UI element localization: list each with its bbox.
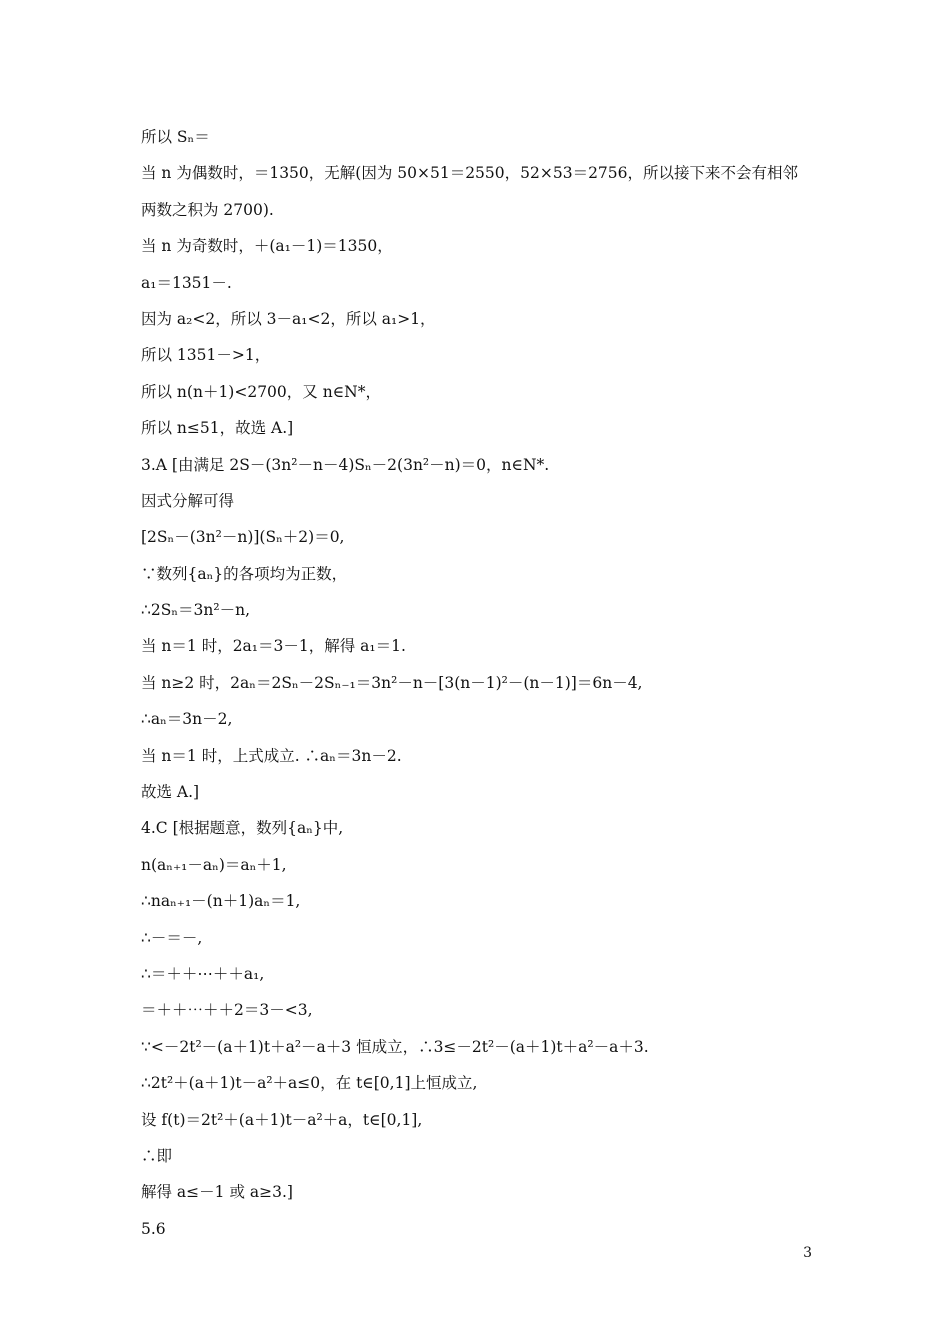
text-line: 当 n＝1 时，2a₁＝3－1，解得 a₁＝1. bbox=[141, 637, 406, 656]
text-line: 故选 A.] bbox=[141, 783, 200, 802]
text-line: 所以 n(n＋1)<2700，又 n∈N*， bbox=[141, 382, 381, 401]
text-line: 两数之积为 2700). bbox=[141, 200, 274, 219]
page-number: 3 bbox=[803, 1245, 812, 1261]
text-line: ∴aₙ＝3n－2, bbox=[141, 710, 233, 729]
text-line: [2Sₙ－(3n²－n)](Sₙ＋2)＝0, bbox=[141, 528, 345, 547]
text-line: n(aₙ₊₁－aₙ)＝aₙ＋1, bbox=[141, 855, 287, 874]
text-line: 所以 Sₙ＝ bbox=[141, 128, 210, 146]
text-line: ∵<－2t²－(a＋1)t＋a²－a＋3 恒成立，∴3≤－2t²－(a＋1)t＋a²－a＋3. bbox=[141, 1037, 649, 1056]
text-line: a₁＝1351－. bbox=[141, 273, 232, 292]
text-line: ∴2t²＋(a＋1)t－a²＋a≤0，在 t∈[0,1]上恒成立, bbox=[141, 1074, 478, 1093]
text-line: ∴即 bbox=[141, 1146, 173, 1165]
text-line: ∴－＝－, bbox=[141, 928, 203, 947]
text-line: 4.C [根据题意，数列{aₙ}中, bbox=[141, 819, 344, 838]
text-line: ∴naₙ₊₁－(n＋1)aₙ＝1, bbox=[141, 892, 301, 911]
text-line: ∵数列{aₙ}的各项均为正数， bbox=[141, 564, 348, 583]
text-line: 当 n＝1 时，上式成立. ∴aₙ＝3n－2. bbox=[141, 746, 402, 765]
text-line: ＝＋＋⋯＋＋2＝3－<3, bbox=[141, 1001, 313, 1020]
solution-text bbox=[141, 124, 821, 1252]
text-line: 因为 a₂<2，所以 3－a₁<2，所以 a₁>1， bbox=[141, 309, 436, 328]
text-line: 解得 a≤－1 或 a≥3.] bbox=[141, 1183, 293, 1202]
text-line: 因式分解可得 bbox=[141, 491, 235, 510]
text-line: 当 n 为奇数时，＋(a₁－1)＝1350， bbox=[141, 237, 393, 256]
text-line: ∴＝＋＋⋯＋＋a₁, bbox=[141, 964, 265, 983]
text-line: ∴2Sₙ＝3n²－n, bbox=[141, 601, 251, 620]
text-line: 当 n 为偶数时，＝1350，无解(因为 50×51＝2550，52×53＝2756，所以接下来不会有相邻 bbox=[141, 164, 799, 183]
text-line: 所以 1351－>1， bbox=[141, 346, 271, 365]
text-line: 3.A [由满足 2S－(3n²－n－4)Sₙ－2(3n²－n)＝0，n∈N*. bbox=[141, 455, 550, 474]
text-line: 所以 n≤51，故选 A.] bbox=[141, 419, 294, 438]
text-line: 当 n≥2 时，2aₙ＝2Sₙ－2Sₙ₋₁＝3n²－n－[3(n－1)²－(n－1)]＝6n－4, bbox=[141, 673, 643, 692]
text-line: 设 f(t)＝2t²＋(a＋1)t－a²＋a，t∈[0,1], bbox=[141, 1110, 423, 1129]
text-line: 5.6 bbox=[141, 1219, 166, 1238]
